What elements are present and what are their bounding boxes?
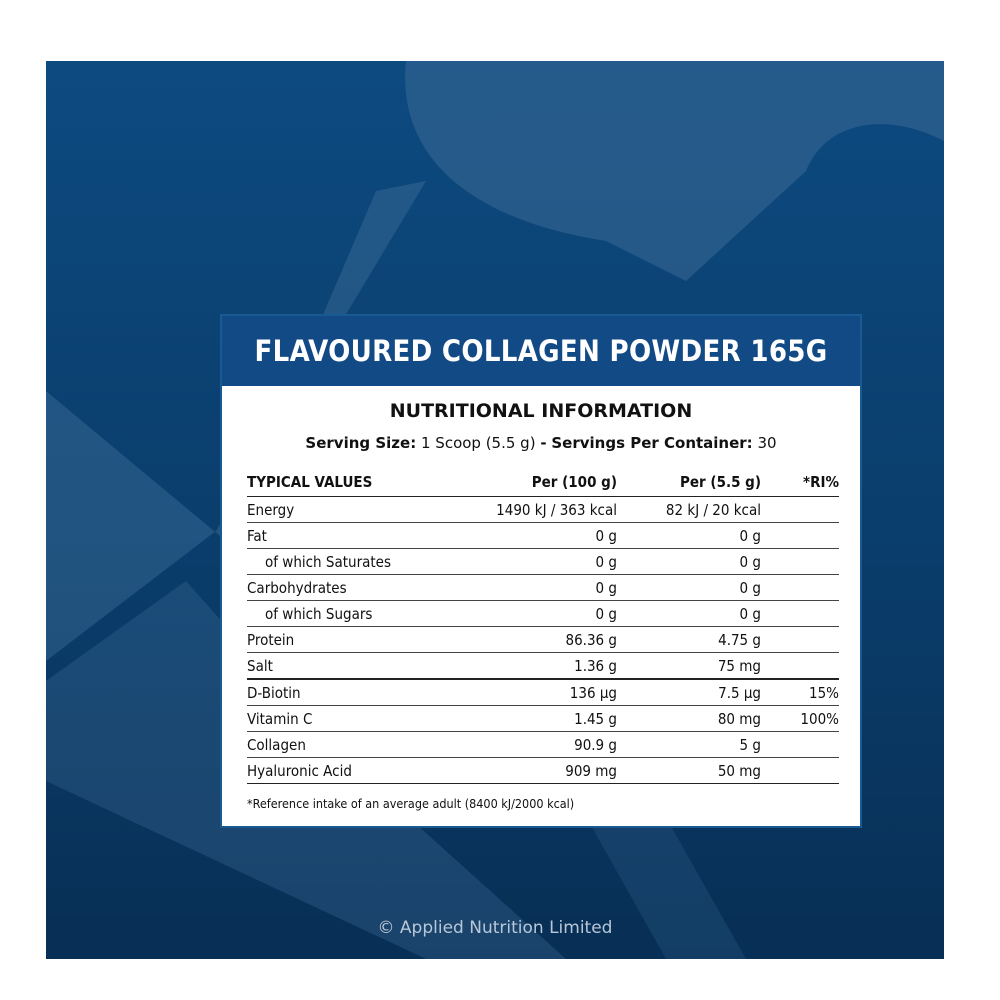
per-100g-value: 0 g <box>417 523 617 549</box>
per-serving-value: 0 g <box>617 575 761 601</box>
per-serving-value: 5 g <box>617 732 761 758</box>
table-row <box>247 679 839 706</box>
nutrient-name: Protein <box>247 627 417 653</box>
table-row <box>247 653 839 680</box>
table-row <box>247 575 839 601</box>
ri-value <box>761 497 839 523</box>
per-100g-value: 86.36 g <box>417 627 617 653</box>
nutrient-name: Hyaluronic Acid <box>247 758 417 784</box>
per-serving-value: 7.5 µg <box>617 679 761 706</box>
serving-separator: - <box>540 434 547 452</box>
nutrient-name: Carbohydrates <box>247 575 417 601</box>
column-header: *RI% <box>761 471 839 497</box>
ri-value <box>761 601 839 627</box>
table-header-row <box>247 471 839 497</box>
table-row <box>247 758 839 784</box>
ri-value: 15% <box>761 679 839 706</box>
per-serving-value: 0 g <box>617 523 761 549</box>
per-serving-value: 4.75 g <box>617 627 761 653</box>
nutrient-name: Collagen <box>247 732 417 758</box>
column-header: Per (5.5 g) <box>617 471 761 497</box>
ri-value <box>761 549 839 575</box>
per-100g-value: 1.45 g <box>417 706 617 732</box>
nutrient-name: Salt <box>247 653 417 680</box>
column-header: Per (100 g) <box>417 471 617 497</box>
per-100g-value: 0 g <box>417 549 617 575</box>
table-row <box>247 549 839 575</box>
product-title: FLAVOURED COLLAGEN POWDER 165G <box>254 334 828 368</box>
per-serving-value: 50 mg <box>617 758 761 784</box>
per-100g-value: 1.36 g <box>417 653 617 680</box>
table-row <box>247 523 839 549</box>
ri-value <box>761 575 839 601</box>
servings-value: 30 <box>757 434 777 452</box>
table-row <box>247 601 839 627</box>
serving-size-value: 1 Scoop (5.5 g) <box>420 434 536 452</box>
per-100g-value: 0 g <box>417 575 617 601</box>
nutrient-name: Vitamin C <box>247 706 417 732</box>
per-serving-value: 0 g <box>617 601 761 627</box>
reference-intake-footnote: *Reference intake of an average adult (8400 kJ/2000 kcal) <box>247 796 575 811</box>
per-100g-value: 909 mg <box>417 758 617 784</box>
ri-value <box>761 627 839 653</box>
ri-value <box>761 732 839 758</box>
nutrition-heading: NUTRITIONAL INFORMATION <box>389 400 693 422</box>
column-header: TYPICAL VALUES <box>247 471 417 497</box>
nutrient-name: Fat <box>247 523 417 549</box>
ri-value: 100% <box>761 706 839 732</box>
ri-value <box>761 653 839 680</box>
ri-value <box>761 523 839 549</box>
nutrient-name: of which Sugars <box>247 601 417 627</box>
per-100g-value: 90.9 g <box>417 732 617 758</box>
copyright-text: © Applied Nutrition Limited <box>377 918 613 938</box>
serving-info <box>222 434 860 452</box>
product-image-panel <box>46 61 944 959</box>
table-row <box>247 497 839 523</box>
serving-size-label: Serving Size: <box>305 434 417 452</box>
per-serving-value: 80 mg <box>617 706 761 732</box>
servings-label: Servings Per Container: <box>551 434 753 452</box>
per-100g-value: 0 g <box>417 601 617 627</box>
per-serving-value: 82 kJ / 20 kcal <box>617 497 761 523</box>
per-100g-value: 1490 kJ / 363 kcal <box>417 497 617 523</box>
label-header <box>222 316 860 386</box>
per-serving-value: 75 mg <box>617 653 761 680</box>
nutrition-label <box>220 314 862 828</box>
table-row <box>247 732 839 758</box>
table-row <box>247 706 839 732</box>
per-100g-value: 136 µg <box>417 679 617 706</box>
nutrient-name: D-Biotin <box>247 679 417 706</box>
table-row <box>247 627 839 653</box>
nutrient-name: of which Saturates <box>247 549 417 575</box>
per-serving-value: 0 g <box>617 549 761 575</box>
ri-value <box>761 758 839 784</box>
nutrient-name: Energy <box>247 497 417 523</box>
nutrition-table <box>247 471 839 784</box>
